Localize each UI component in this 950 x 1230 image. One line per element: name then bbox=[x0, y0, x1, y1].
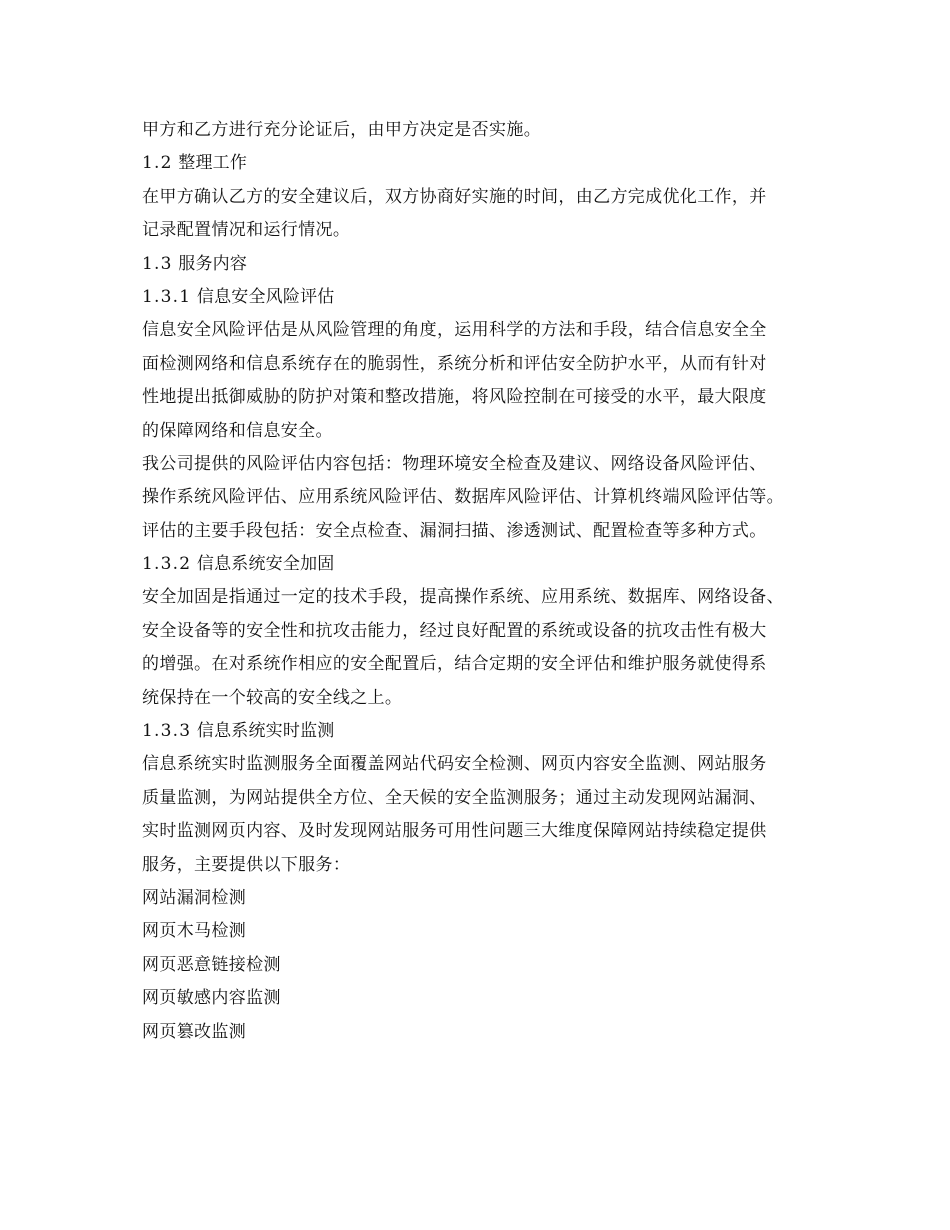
body-text-line: 的增强。在对系统作相应的安全配置后，结合定期的安全评估和维护服务就使得系 bbox=[142, 654, 767, 675]
body-text-line: 安全加固是指通过一定的技术手段，提高操作系统、应用系统、数据库、网络设备、 bbox=[142, 587, 784, 608]
body-text-line: 甲方和乙方进行充分论证后，由甲方决定是否实施。 bbox=[142, 120, 542, 140]
body-text-line: 记录配置情况和运行情况。 bbox=[142, 220, 351, 241]
body-text-line: 我公司提供的风险评估内容包括：物理环境安全检查及建议、网络设备风险评估、 bbox=[142, 453, 767, 474]
body-text-line: 信息安全风险评估是从风险管理的角度，运用科学的方法和手段，结合信息安全全 bbox=[142, 320, 767, 341]
body-text-line: 性地提出抵御威胁的防护对策和整改措施，将风险控制在可接受的水平，最大限度 bbox=[142, 387, 767, 408]
body-text-line: 网站漏洞检测 bbox=[142, 887, 247, 908]
section-heading bbox=[142, 548, 832, 581]
section-number: 1.2 bbox=[142, 153, 173, 174]
body-text-line: 质量监测，为网站提供全方位、全天候的安全监测服务；通过主动发现网站漏洞、 bbox=[142, 787, 767, 808]
section-heading bbox=[142, 248, 832, 281]
body-text-line: 网页木马检测 bbox=[142, 921, 247, 942]
body-text-line: 操作系统风险评估、应用系统风险评估、数据库风险评估、计算机终端风险评估等。 bbox=[142, 487, 784, 508]
section-heading bbox=[142, 281, 832, 314]
section-title: 信息系统安全加固 bbox=[196, 554, 335, 575]
body-text-line: 信息系统实时监测服务全面覆盖网站代码安全检测、网页内容安全监测、网站服务 bbox=[142, 754, 767, 775]
body-text-line: 在甲方确认乙方的安全建议后，双方协商好实施的时间，由乙方完成优化工作，并 bbox=[142, 186, 767, 207]
section-number: 1.3.1 bbox=[142, 286, 192, 307]
section-title: 整理工作 bbox=[178, 153, 248, 174]
body-text-line: 网页恶意链接检测 bbox=[142, 954, 281, 975]
body-text-line: 实时监测网页内容、及时发现网站服务可用性问题三大维度保障网站持续稳定提供 bbox=[142, 821, 767, 842]
body-text-line: 评估的主要手段包括：安全点检查、漏洞扫描、渗透测试、配置检查等多种方式。 bbox=[142, 520, 767, 541]
document-page bbox=[142, 114, 832, 1049]
section-number: 1.3.3 bbox=[142, 721, 192, 742]
section-title: 信息系统实时监测 bbox=[196, 721, 335, 742]
body-text-line: 面检测网络和信息系统存在的脆弱性，系统分析和评估安全防护水平，从而有针对 bbox=[142, 353, 767, 374]
body-text-line: 统保持在一个较高的安全线之上。 bbox=[142, 687, 403, 708]
section-title: 信息安全风险评估 bbox=[196, 286, 335, 307]
body-text-line: 网页篡改监测 bbox=[142, 1021, 247, 1042]
section-title: 服务内容 bbox=[178, 253, 248, 274]
body-text-line: 的保障网络和信息安全。 bbox=[142, 420, 333, 441]
body-text-line: 服务，主要提供以下服务： bbox=[142, 854, 351, 875]
body-text-line: 安全设备等的安全性和抗攻击能力，经过良好配置的系统或设备的抗攻击性有极大 bbox=[142, 620, 767, 641]
section-heading bbox=[142, 715, 832, 748]
section-heading bbox=[142, 147, 832, 180]
body-text-line: 网页敏感内容监测 bbox=[142, 988, 281, 1009]
section-number: 1.3 bbox=[142, 253, 173, 274]
section-number: 1.3.2 bbox=[142, 554, 192, 575]
